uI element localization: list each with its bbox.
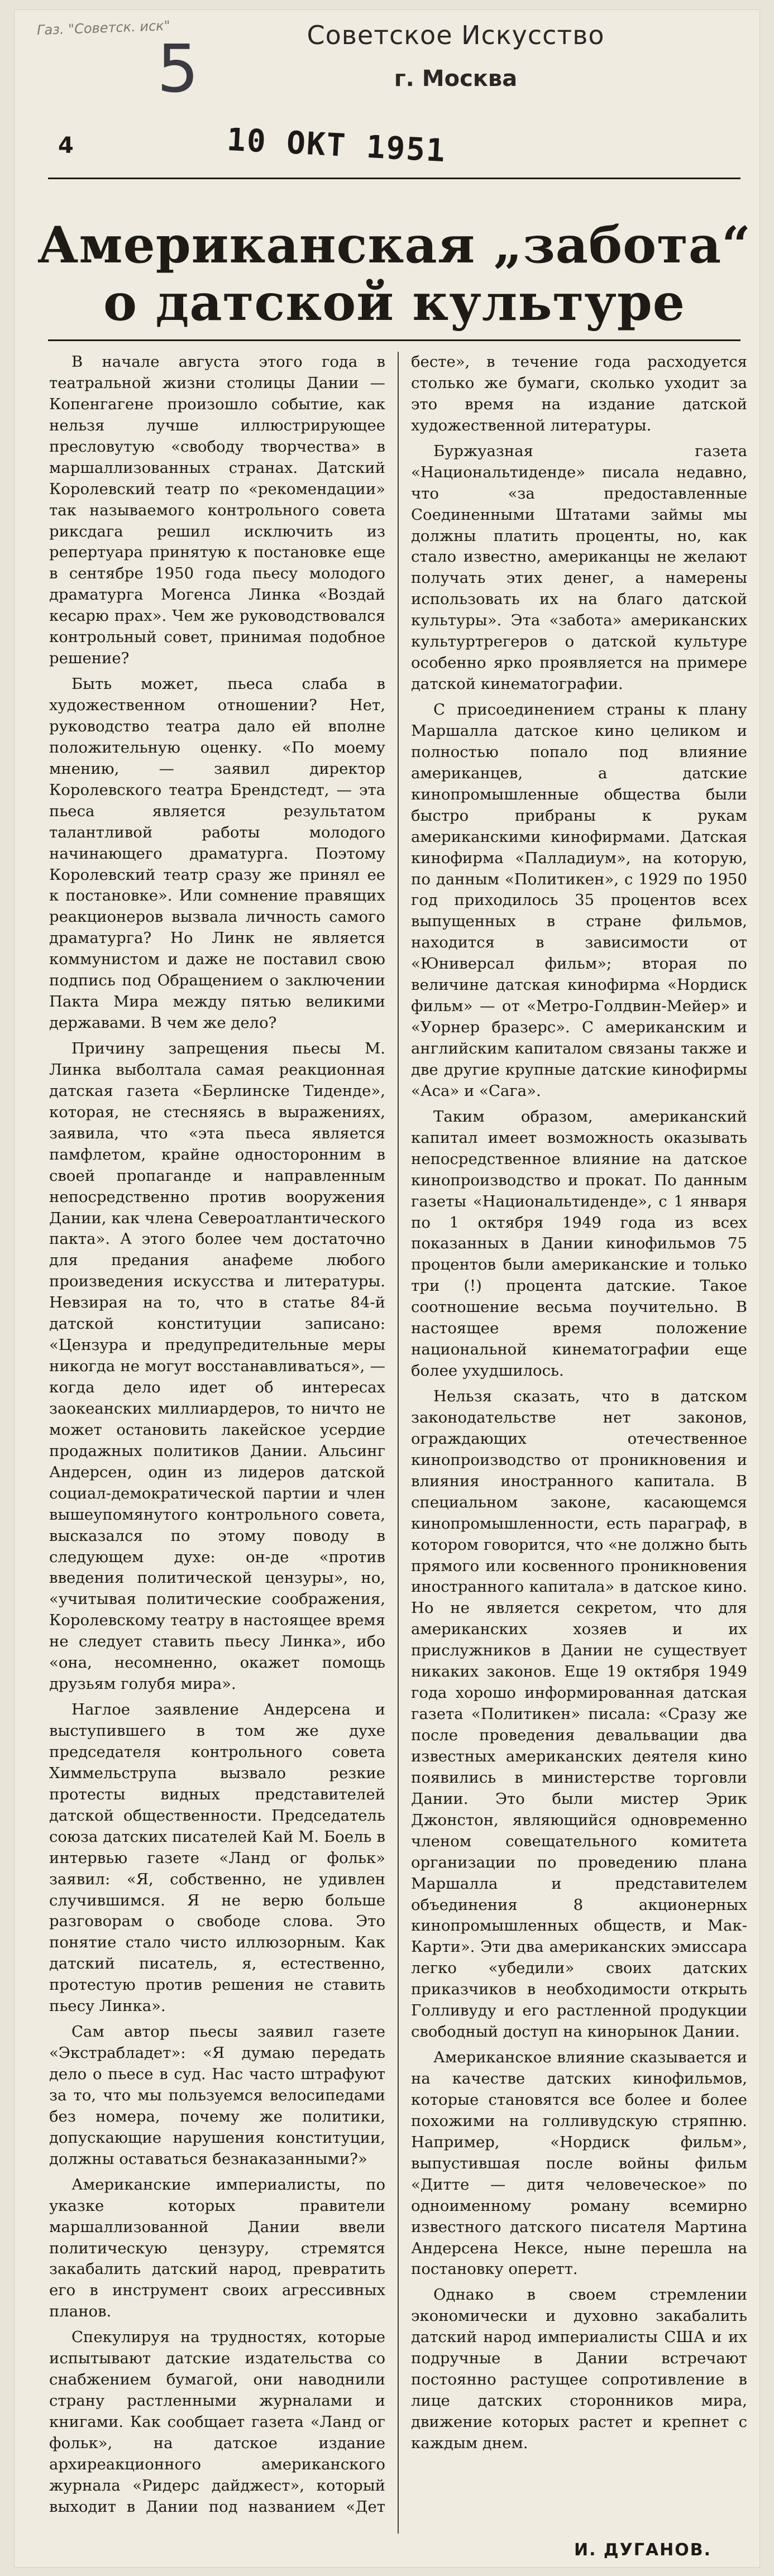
article-headline	[37, 217, 752, 331]
headline-line-1: Американская „забота“	[37, 216, 751, 275]
paragraph-4: Наглое заявление Андерсена и выступившего в том же духе председателя контрольного совета Химмельструпа вызвало резкие протесты видных представителей датской общественности. Председатель союза датских писателей Кай М. Боель в интервью газете «Ланд ог фольк» заявил: «Я, собственно, не удивлен случившимся. Я не верю больше разговорам о свободе слова. Это понятие стало чисто иллюзорным. Как датский писатель, я, естественно, протестую против решения не ставить пьесу Линка».	[49, 1701, 385, 2015]
handwritten-note: Газ. "Советск. иск"	[36, 17, 171, 39]
handwritten-number: 5	[157, 30, 199, 107]
date-stamp: 10 ОКТ 1951	[226, 121, 447, 170]
paragraph-1: В начале августа этого года в театральной жизни столицы Дании — Копенгагене произошло событие, как нельзя лучше иллюстрирующее пресловутую «свободу творчества» в маршаллизованных странах. Датский Королевский театр по «рекомендации» так называемого контрольного совета риксдага решил исключить из репертуара принятую к постановке еще в сентябре 1950 года пьесу молодого драматурга Могенса Линка «Воздай кесарю прах». Чем же руководствовался контрольный совет, принимая подобное решение?	[49, 353, 385, 668]
headline-divider	[48, 339, 740, 341]
paragraph-9: С присоединением страны к плану Маршалла датское кино целиком и полностью попало под влияние американцев, а датские кинопромышленные общества были быстро прибраны к рукам американскими кинофирмами. Датская кинофирма «Палладиум», на которую, по данным «Политикен», с 1929 по 1950 год приходилось 35 процентов всех выпущенных в стране фильмов, находится в зависимости от «Юниверсал фильм»; вторая по величине датская кинофирма «Нордиск фильм» — от «Метро-Голдвин-Мейер» и «Уорнер бразерс». С американским и английским капиталом связаны также и две другие крупные датские кинофирмы «Аса» и «Сага».	[411, 701, 747, 1100]
publication-name: Советское Искусство	[307, 20, 605, 50]
paragraph-8: Буржуазная газета «Национальтиденде» писала недавно, что «за предоставленные Соединенными Штатами займы мы должны платить проценты, но, как стало известно, американцы не желают получать этих денег, а намерены использовать их на благо датской культуры». Эта «забота» американских культуртрегеров о датской культуре особенно ярко проявляется на примере датской кинематографии.	[411, 442, 747, 693]
paragraph-6: Американские империалисты, по указке которых правители маршаллизованной Дании ввели политическую цензуру, стремятся закабалить датский народ, превратить его в инструмент своих агрессивных планов.	[49, 2175, 385, 2321]
author-signature: И. ДУГАНОВ.	[574, 2540, 711, 2560]
paragraph-7: Спекулируя на трудностях, которые испытывают датские издательства со снабжением бумагой, они наводнили страну растленными журналами и книгами. Как сообщает газета «Ланд ог фольк», на датское издание архиреакционного американского журнала «Ридерс дайджест», который выходит в Дании под названием «Дет бесте», в течение года расходуется столько же бумаги, сколько уходит за это время на издание датской художественной литературы.	[49, 353, 747, 2516]
page-number: 4	[58, 133, 74, 159]
paragraph-11: Нельзя сказать, что в датском законодательстве нет законов, ограждающих отечественное кинопроизводство от проникновения и влияния иностранного капитала. В специальном законе, касающемся кинопромышленности, есть параграф, в котором говорится, что «не должно быть прямого или косвенного проникновения иностранного капитала» в датское кино. Но не является секретом, что для американских хозяев и их прислужников в Дании не существует никаких законов. Еще 19 октября 1949 года хорошо информированная датская газета «Политикен» писала: «Сразу же после проведения девальвации два известных американских деятеля кино появились в министерстве торговли Дании. Это были мистер Эрик Джонстон, являющийся одновременно членом совещательного комитета организации по проведению плана Маршалла и представителем объединения 8 акционерных кинопромышленных обществ, и Мак-Карти». Эти два американских эмиссара легко «убедили» своих датских приказчиков в необходимости открыть Голливуду и его растленной продукции свободный доступ на кинорынок Дании.	[411, 1387, 747, 2041]
paragraph-3: Причину запрещения пьесы М. Линка выболтала самая реакционная датская газета «Берлинске Тиденде», которая, не стесняясь в выражениях, заявила, что «эта пьеса является памфлетом, крайне односторонним в своей пропаганде и направленным непосредственно против вооружения Дании, как члена Североатлантического пакта». А этого более чем достаточно для предания анафеме любого произведения искусства и литературы. Невзирая на то, что в статье 84-й датской конституции записано: «Цензура и предупредительные меры никогда не могут восстанавливаться», — когда дело идет об интересах заокеанских миллиардеров, то ничто не может остановить лакейское усердие продажных политиков Дании. Альсинг Андерсен, один из лидеров датской социал-демократической партии и член вышеупомянутого контрольного совета, высказался по этому поводу в следующем духе: он-де «против введения политической цензуры», но, «учитывая политические соображения, Королевскому театру в настоящее время не следует ставить пьесу Линка», ибо «она, несомненно, окажет помощь друзьям голубя мира».	[49, 1040, 385, 1693]
top-divider	[48, 178, 740, 179]
paragraph-2: Быть может, пьеса слаба в художественном отношении? Нет, руководство театра дало ей вполне положительную оценку. «По моему мнению, — заявил директор Королевского театра Брендстедт, — эта пьеса является результатом талантливой работы молодого начинающего драматурга. Поэтому Королевский театр сразу же принял ее к постановке». Или сомнение правящих реакционеров вызвала личность самого драматурга? Но Линк не является коммунистом и даже не поставил свою подпись под Обращением о заключении Пакта Мира между пятью великими державами. В чем же дело?	[49, 675, 385, 1032]
paragraph-10: Таким образом, американский капитал имеет возможность оказывать непосредственное влияние на датское кинопроизводство и прокат. По данным газеты «Национальтиденде», с 1 января по 1 октября 1949 года из всех показанных в Дании кинофильмов 75 процентов были американские и только три (!) процента датские. Такое соотношение весьма поучительно. В настоящее время положение национальной кинематографии еще более ухудшилось.	[411, 1107, 747, 1380]
article-body	[49, 352, 747, 2534]
paragraph-5: Сам автор пьесы заявил газете «Экстрабладет»: «Я думаю передать дело о пьесе в суд. Нас часто штрафуют за то, что мы пользуемся велосипедами без номера, почему же политики, допускающие нарушения конституции, должны оставаться безнаказанными?»	[49, 2023, 385, 2168]
paragraph-12: Американское влияние сказывается и на качестве датских кинофильмов, которые становятся все более и более похожими на голливудскую стряпню. Например, «Нордиск фильм», выпустившая после войны фильм «Дитте — дитя человеческое» по одноименному роману всемирно известного датского писателя Мартина Андерсена Нексе, ныне перешла на постановку оперетт.	[411, 2048, 747, 2278]
newspaper-clipping	[15, 10, 759, 2567]
clipping-stamp-header	[15, 10, 759, 178]
publication-city: г. Москва	[394, 66, 518, 92]
paragraph-13: Однако в своем стремлении экономически и духовно закабалить датский народ империалисты США и их подручные в Дании встречают постоянно растущее сопротивление в лице датских сторонников мира, движение которых растет и крепнет с каждым днем.	[411, 2286, 747, 2452]
headline-line-2: о датской культуре	[103, 272, 686, 332]
